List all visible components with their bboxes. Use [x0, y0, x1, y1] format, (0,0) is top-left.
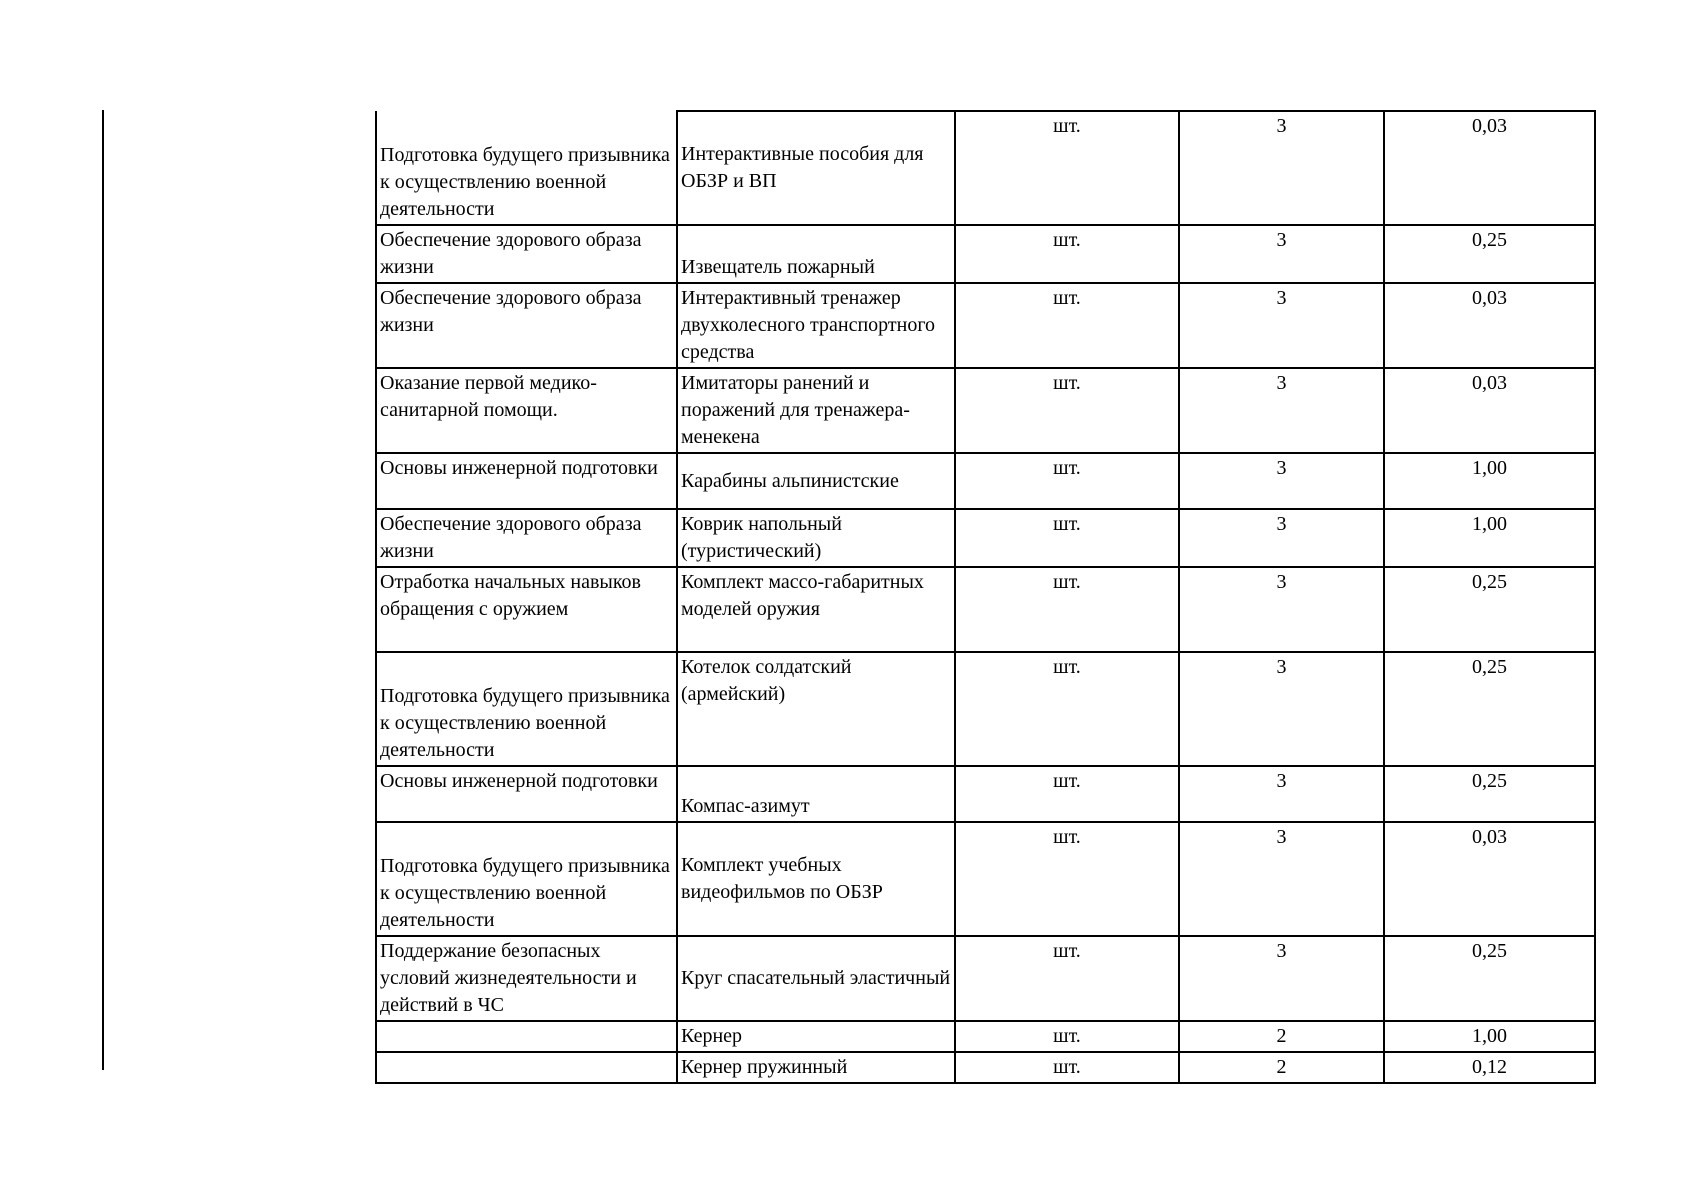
qty-cell: 3: [1179, 368, 1384, 453]
item-cell: Извещатель пожарный: [677, 225, 955, 283]
norm-cell: 1,00: [1384, 453, 1595, 509]
unit-cell: шт.: [955, 936, 1179, 1021]
section-cell: Обеспечение здорового образа жизни: [376, 225, 677, 283]
unit-cell: шт.: [955, 567, 1179, 652]
unit-cell: шт.: [955, 453, 1179, 509]
table-row: [376, 453, 1595, 509]
section-cell: Обеспечение здорового образа жизни: [376, 509, 677, 567]
item-cell: Кернер: [677, 1021, 955, 1052]
norm-cell: 0,25: [1384, 652, 1595, 766]
item-cell: Карабины альпинистские: [677, 453, 955, 509]
section-cell: Основы инженерной подготовки: [376, 766, 677, 822]
inventory-table: [375, 110, 1596, 1084]
norm-cell: 0,25: [1384, 766, 1595, 822]
unit-cell: шт.: [955, 225, 1179, 283]
unit-cell: шт.: [955, 1052, 1179, 1083]
item-cell: Интерактивный тренажер двухколесного транспортного средства: [677, 283, 955, 368]
section-cell: [376, 1052, 677, 1083]
qty-cell: 3: [1179, 225, 1384, 283]
table-row: [376, 111, 1595, 225]
qty-cell: 3: [1179, 509, 1384, 567]
table-row: [376, 822, 1595, 936]
table-row: [376, 368, 1595, 453]
section-cell: Поддержание безопасных условий жизнедеятельности и действий в ЧС: [376, 936, 677, 1021]
item-cell: Коврик напольный (туристический): [677, 509, 955, 567]
unit-cell: шт.: [955, 652, 1179, 766]
section-cell: Оказание первой медико-санитарной помощи.: [376, 368, 677, 453]
norm-cell: 0,03: [1384, 111, 1595, 225]
item-cell: Компас-азимут: [677, 766, 955, 822]
section-cell: Основы инженерной подготовки: [376, 453, 677, 509]
norm-cell: 0,12: [1384, 1052, 1595, 1083]
qty-cell: 3: [1179, 567, 1384, 652]
norm-cell: 0,03: [1384, 822, 1595, 936]
left-margin-rule: [102, 110, 104, 1070]
inventory-table-container: [375, 110, 1596, 1084]
norm-cell: 0,25: [1384, 936, 1595, 1021]
qty-cell: 3: [1179, 652, 1384, 766]
section-cell: Отработка начальных навыков обращения с оружием: [376, 567, 677, 652]
item-cell: Круг спасательный эластичный: [677, 936, 955, 1021]
qty-cell: 3: [1179, 766, 1384, 822]
qty-cell: 3: [1179, 822, 1384, 936]
table-row: [376, 766, 1595, 822]
item-cell: Кернер пружинный: [677, 1052, 955, 1083]
qty-cell: 2: [1179, 1021, 1384, 1052]
norm-cell: 1,00: [1384, 509, 1595, 567]
unit-cell: шт.: [955, 509, 1179, 567]
table-row: [376, 1052, 1595, 1083]
item-cell: Котелок солдатский (армейский): [677, 652, 955, 766]
item-cell: Комплект учебных видеофильмов по ОБЗР: [677, 822, 955, 936]
unit-cell: шт.: [955, 822, 1179, 936]
unit-cell: шт.: [955, 111, 1179, 225]
section-cell: Подготовка будущего призывника к осуществлению военной деятельности: [376, 111, 677, 225]
qty-cell: 3: [1179, 283, 1384, 368]
qty-cell: 3: [1179, 111, 1384, 225]
section-cell: Подготовка будущего призывника к осуществлению военной деятельности: [376, 652, 677, 766]
unit-cell: шт.: [955, 283, 1179, 368]
table-row: [376, 1021, 1595, 1052]
item-cell: Комплект массо-габаритных моделей оружия: [677, 567, 955, 652]
unit-cell: шт.: [955, 766, 1179, 822]
qty-cell: 3: [1179, 453, 1384, 509]
table-row: [376, 225, 1595, 283]
section-cell: [376, 1021, 677, 1052]
item-cell: Имитаторы ранений и поражений для тренажера-менекена: [677, 368, 955, 453]
qty-cell: 3: [1179, 936, 1384, 1021]
norm-cell: 1,00: [1384, 1021, 1595, 1052]
table-row: [376, 936, 1595, 1021]
norm-cell: 0,03: [1384, 368, 1595, 453]
section-cell: Подготовка будущего призывника к осуществлению военной деятельности: [376, 822, 677, 936]
table-row: [376, 509, 1595, 567]
unit-cell: шт.: [955, 368, 1179, 453]
norm-cell: 0,25: [1384, 225, 1595, 283]
unit-cell: шт.: [955, 1021, 1179, 1052]
table-row: [376, 567, 1595, 652]
norm-cell: 0,25: [1384, 567, 1595, 652]
norm-cell: 0,03: [1384, 283, 1595, 368]
qty-cell: 2: [1179, 1052, 1384, 1083]
section-cell: Обеспечение здорового образа жизни: [376, 283, 677, 368]
table-row: [376, 652, 1595, 766]
table-row: [376, 283, 1595, 368]
item-cell: Интерактивные пособия для ОБЗР и ВП: [677, 111, 955, 225]
